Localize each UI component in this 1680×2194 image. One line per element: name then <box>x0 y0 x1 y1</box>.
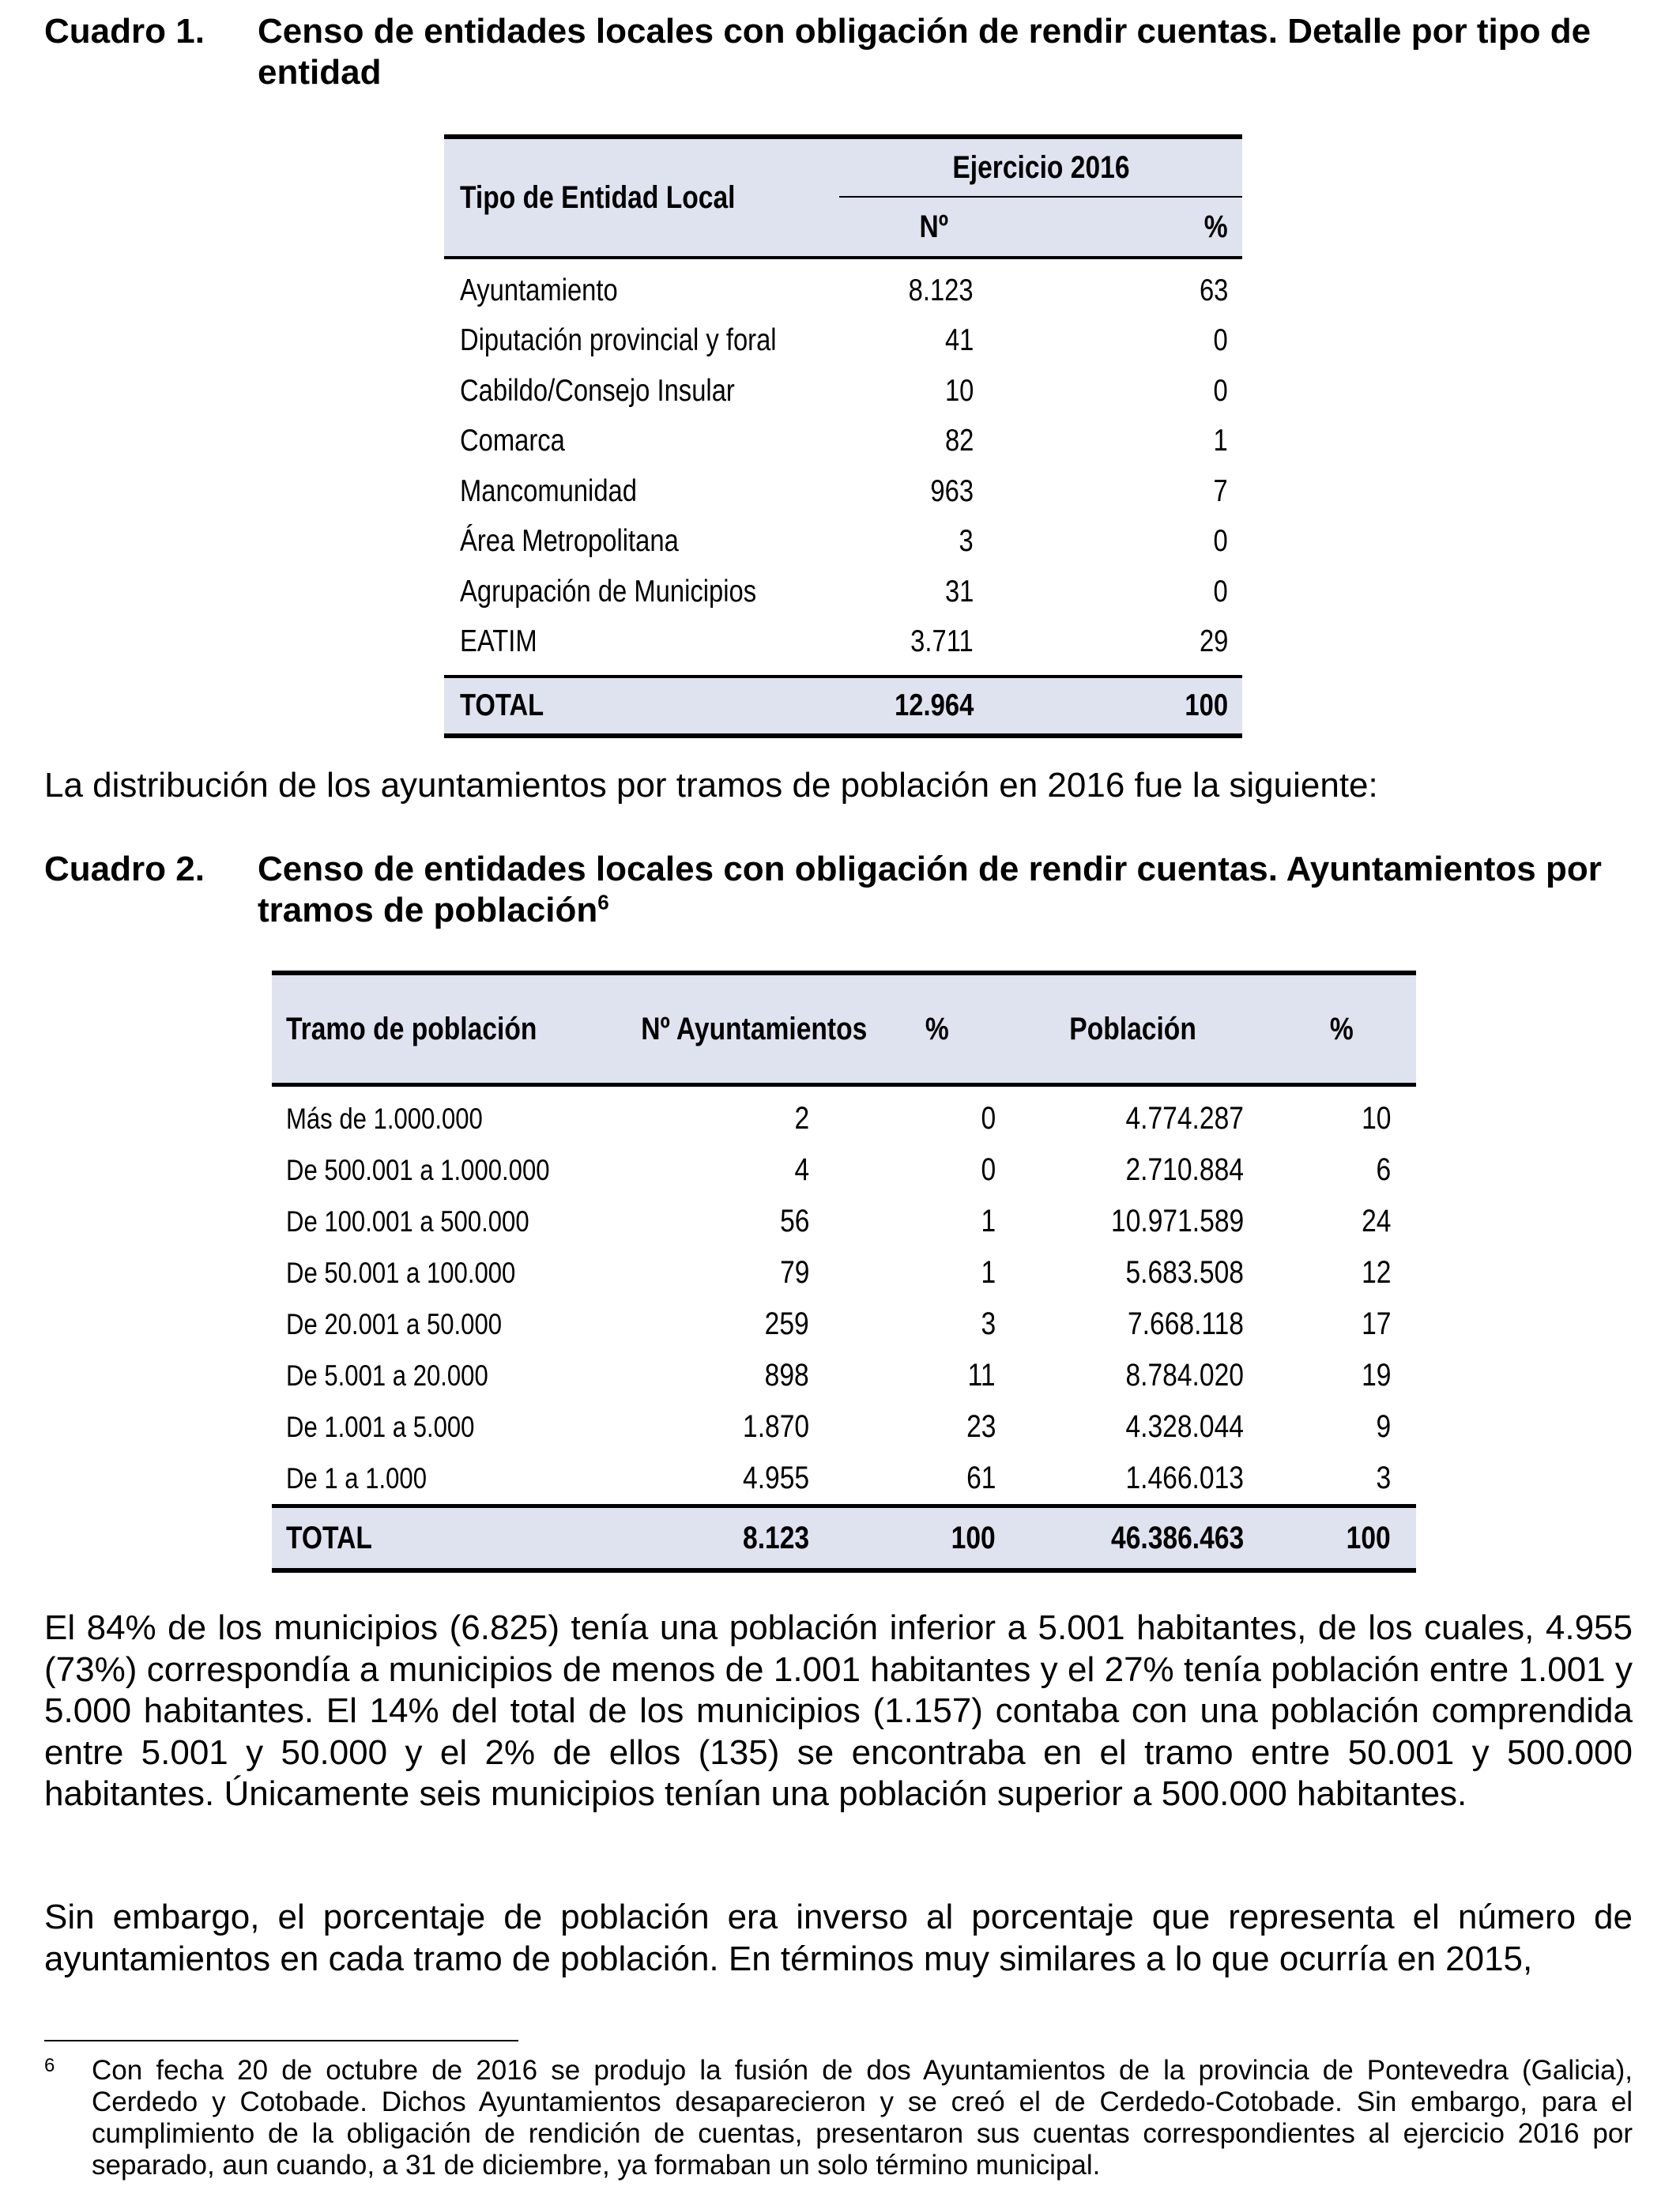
cell-pct: 0 <box>1213 524 1229 559</box>
cell-poblacion: 10.971.589 <box>1110 1204 1244 1238</box>
cell-ayuntamientos: 898 <box>764 1358 809 1393</box>
footnote-separator <box>44 2040 518 2041</box>
cell-tipo: Comarca <box>460 424 565 458</box>
cell-ayuntamientos: 1.870 <box>742 1409 809 1444</box>
cell-pct1: 11 <box>968 1358 996 1393</box>
col-header-pct: % <box>1204 209 1229 244</box>
cell-tipo: EATIM <box>460 624 537 659</box>
cell-tramo: Más de 1.000.000 <box>286 1102 483 1135</box>
cell-pct: 0 <box>1213 373 1229 408</box>
cell-pct: 63 <box>1199 273 1229 307</box>
cell-poblacion: 1.466.013 <box>1125 1461 1244 1495</box>
cell-pct: 0 <box>1213 323 1229 358</box>
cell-num: 41 <box>944 323 974 358</box>
table-row <box>272 1247 1416 1299</box>
cell-pct: 7 <box>1213 473 1229 508</box>
table-row <box>444 417 1242 467</box>
cuadro1-title: Censo de entidades locales con obligación de rendir cuentas. Detalle por tipo de entidad <box>258 12 1591 92</box>
total-label: TOTAL <box>286 1520 372 1555</box>
cell-num: 82 <box>944 424 974 458</box>
cell-pct1: 23 <box>966 1409 996 1444</box>
table-row <box>444 567 1242 617</box>
col-header-num: Nº <box>919 209 949 244</box>
cell-pct1: 61 <box>966 1461 996 1495</box>
cell-poblacion: 4.328.044 <box>1125 1409 1244 1444</box>
total-pct2: 100 <box>1346 1520 1391 1555</box>
cell-ayuntamientos: 2 <box>794 1101 809 1136</box>
col-header-pct2: % <box>1330 1011 1354 1046</box>
cell-num: 31 <box>944 574 974 609</box>
table-row <box>272 1196 1416 1247</box>
cell-pct: 0 <box>1213 574 1229 609</box>
cell-pct: 29 <box>1199 624 1229 659</box>
cuadro2-table <box>272 971 1416 1573</box>
cell-tramo: De 20.001 a 50.000 <box>286 1307 503 1340</box>
total-ayuntamientos: 8.123 <box>742 1520 809 1555</box>
total-poblacion: 46.386.463 <box>1110 1520 1244 1555</box>
cell-pct2: 17 <box>1361 1306 1391 1341</box>
cell-tipo: Diputación provincial y foral <box>460 323 777 358</box>
total-num: 12.964 <box>894 688 974 722</box>
cuadro1-caption <box>44 11 1633 93</box>
cuadro2-title: Censo de entidades locales con obligación de rendir cuentas. Ayuntamientos por tramos de población <box>258 850 1602 929</box>
cell-num: 3.711 <box>910 624 974 659</box>
col-header-poblacion: Población <box>1069 1011 1197 1046</box>
paragraph-1: El 84% de los municipios (6.825) tenía una población inferior a 5.001 habitantes, de los cuales, 4.955 (73%) correspondía a municipios de menos de 1.001 habitantes y el 27% tenía población entre 1.001 y 5.000 habitantes. El 14% del total de los municipios (1.157) contaba con una población comprendida entre 5.001 y 50.000 y el 2% de ellos (135) se encontraba en el tramo entre 50.001 y 500.000 habitantes. Únicamente seis municipios tenían una población superior a 500.000 habitantes. <box>44 1608 1633 1813</box>
cell-num: 3 <box>959 524 974 559</box>
cell-pct2: 3 <box>1376 1461 1391 1495</box>
intro-text: La distribución de los ayuntamientos por tramos de población en 2016 fue la siguiente: <box>44 766 1378 805</box>
cell-pct1: 0 <box>981 1152 996 1187</box>
cell-pct2: 10 <box>1361 1101 1391 1136</box>
table-total-row <box>444 677 1242 736</box>
cell-pct2: 19 <box>1361 1358 1391 1393</box>
footnote <box>44 2055 1633 2181</box>
cell-tipo: Agrupación de Municipios <box>460 574 757 609</box>
cell-tramo: De 50.001 a 100.000 <box>286 1256 516 1289</box>
table-row <box>272 1401 1416 1453</box>
paragraph-2: Sin embargo, el porcentaje de población era inverso al porcentaje que representa el número de ayuntamientos en cada tramo de población. En términos muy similares a lo que ocurría en 2015, <box>44 1898 1633 1978</box>
col-header-ayuntamientos: Nº Ayuntamientos <box>641 1011 868 1046</box>
table-row <box>444 466 1242 517</box>
cell-tramo: De 100.001 a 500.000 <box>286 1204 529 1238</box>
table-total-row <box>272 1506 1416 1571</box>
cell-ayuntamientos: 79 <box>779 1255 809 1290</box>
cuadro2-label: Cuadro 2. <box>44 850 205 888</box>
total-pct1: 100 <box>951 1520 996 1555</box>
cell-num: 10 <box>944 373 974 408</box>
cell-poblacion: 4.774.287 <box>1125 1101 1244 1136</box>
cell-poblacion: 8.784.020 <box>1125 1358 1244 1393</box>
table-row <box>444 266 1242 316</box>
cell-poblacion: 7.668.118 <box>1128 1306 1244 1341</box>
cell-tipo: Ayuntamiento <box>460 273 618 307</box>
table-row <box>272 1299 1416 1350</box>
footnote-mark: 6 <box>44 2055 55 2076</box>
cell-pct2: 9 <box>1376 1409 1391 1444</box>
total-pct: 100 <box>1185 688 1229 722</box>
cell-pct2: 6 <box>1376 1152 1391 1187</box>
cell-tipo: Cabildo/Consejo Insular <box>460 373 735 408</box>
table-row <box>272 1144 1416 1196</box>
cell-tipo: Área Metropolitana <box>460 524 679 559</box>
cell-pct1: 3 <box>981 1306 996 1341</box>
cell-num: 8.123 <box>909 273 974 307</box>
cell-pct: 1 <box>1213 424 1229 458</box>
col-header-tramo: Tramo de población <box>286 1011 537 1046</box>
cell-tramo: De 1 a 1.000 <box>286 1461 427 1495</box>
table-row <box>444 316 1242 367</box>
total-label: TOTAL <box>460 688 544 722</box>
table-row <box>444 617 1242 668</box>
table-row <box>272 1453 1416 1506</box>
cuadro2-caption <box>44 849 1633 931</box>
cell-poblacion: 5.683.508 <box>1125 1255 1244 1290</box>
footnote-text: Con fecha 20 de octubre de 2016 se produjo la fusión de dos Ayuntamientos de la provincia de Pontevedra (Galicia), Cerdedo y Cotobade. Dichos Ayuntamientos desaparecieron y se creó el de Cerdedo-Cotobade. Sin embargo, para el cumplimiento de la obligación de rendición de cuentas, presentaron sus cuentas correspondientes al ejercicio 2016 por separado, aun cuando, a 31 de diciembre, ya formaban un solo término municipal. <box>92 2055 1633 2181</box>
cell-tramo: De 1.001 a 5.000 <box>286 1410 475 1443</box>
table-row <box>272 1350 1416 1401</box>
cell-tramo: De 500.001 a 1.000.000 <box>286 1153 550 1186</box>
col-header-tipo: Tipo de Entidad Local <box>460 179 736 215</box>
cell-pct2: 24 <box>1361 1204 1391 1238</box>
cell-poblacion: 2.710.884 <box>1125 1152 1244 1187</box>
cuadro1-label: Cuadro 1. <box>44 12 205 51</box>
table-row <box>444 366 1242 417</box>
cell-pct1: 0 <box>981 1101 996 1136</box>
table-row <box>272 1093 1416 1144</box>
cell-num: 963 <box>930 473 974 508</box>
cell-ayuntamientos: 56 <box>779 1204 809 1238</box>
cell-ayuntamientos: 4.955 <box>742 1461 809 1495</box>
cell-pct1: 1 <box>981 1255 996 1290</box>
cell-pct2: 12 <box>1361 1255 1391 1290</box>
table-row <box>444 517 1242 567</box>
footnote-ref: 6 <box>597 890 609 914</box>
cell-ayuntamientos: 4 <box>794 1152 809 1187</box>
cell-ayuntamientos: 259 <box>764 1306 809 1341</box>
cuadro1-table <box>444 134 1242 738</box>
cell-tipo: Mancomunidad <box>460 473 638 508</box>
cell-pct1: 1 <box>981 1204 996 1238</box>
col-header-ejercicio: Ejercicio 2016 <box>951 149 1130 185</box>
cell-tramo: De 5.001 a 20.000 <box>286 1359 488 1392</box>
col-header-pct1: % <box>925 1011 950 1046</box>
